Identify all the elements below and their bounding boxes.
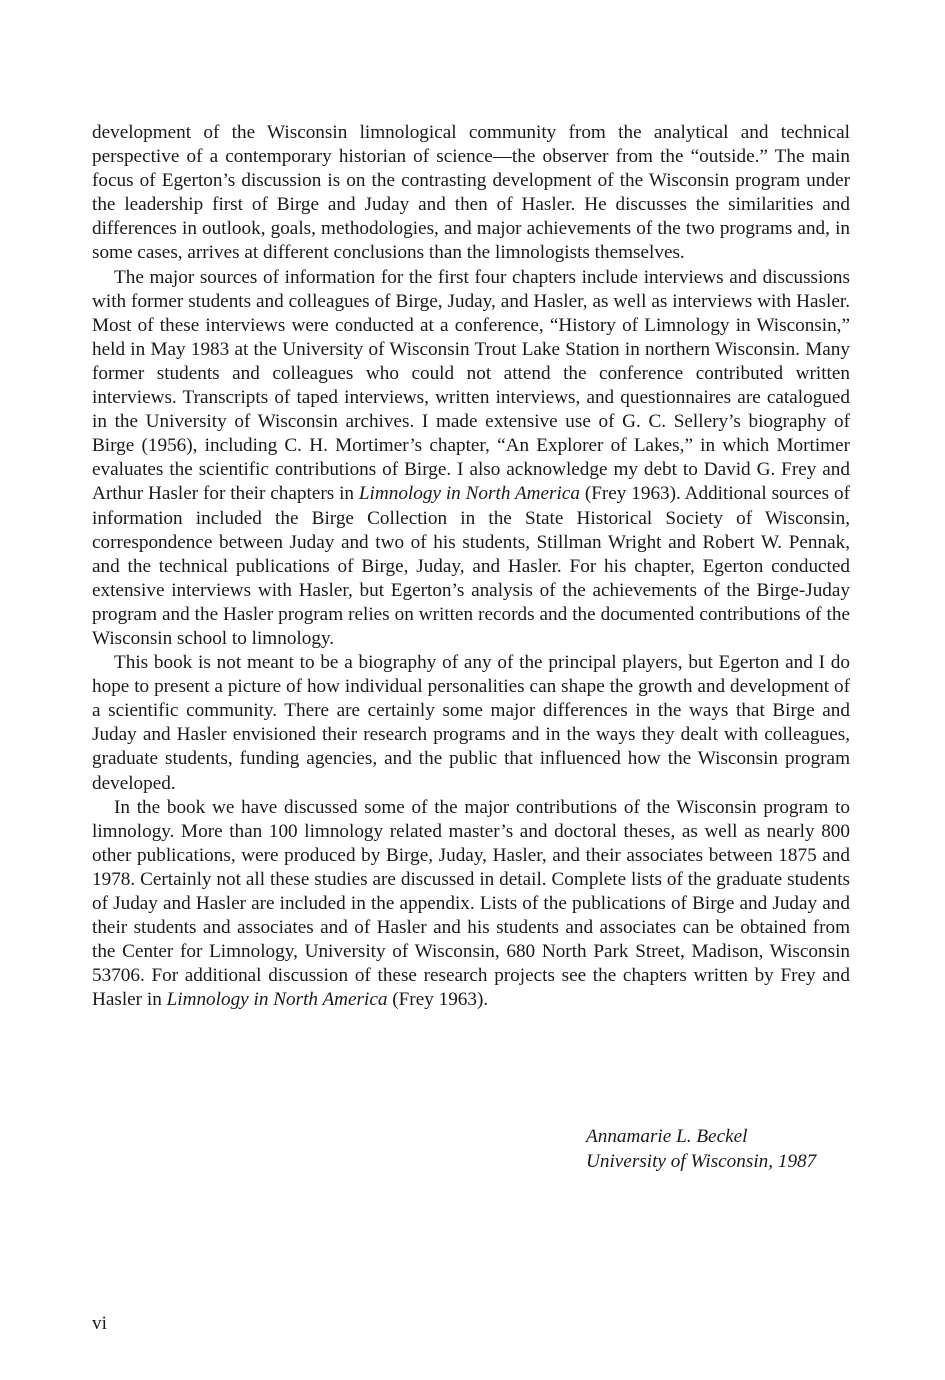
paragraph-2	[92, 266, 850, 652]
paragraph-4-text-end: (Frey 1963).	[387, 989, 489, 1011]
author-affiliation: University of Wisconsin, 1987	[586, 1151, 817, 1172]
paragraph-2-text: The major sources of information for the first four chapters include interviews and discussions with former students and colleagues of Birge, Juday, and Hasler, as well as interviews with Hasler. Most of these interviews were conducted at a conference, “History of Limnology in Wisconsin,” held in May 1983 at the University of Wisconsin Trout Lake Station in northern Wisconsin. Many former students and colleagues who could not attend the conference contributed written interviews. Transcripts of taped interviews, written interviews, and questionnaires are catalogued in the University of Wisconsin archives. I made extensive use of G. C. Sellery’s biography of Birge (1956), including C. H. Mortimer’s chapter, “An Explorer of Lakes,” in which Mortimer evaluates the scientific contributions of Birge. I also acknowledge my debt to David G. Frey and Arthur Hasler for their chapters in	[92, 266, 850, 505]
book-title: Limnology in North America	[358, 483, 580, 505]
author-name: Annamarie L. Beckel	[586, 1126, 748, 1147]
book-title: Limnology in North America	[166, 989, 388, 1011]
signature-block	[586, 1124, 816, 1174]
paragraph-3: This book is not meant to be a biography of any of the principal players, but Egerton and I do hope to present a picture of how individual personalities can shape the growth and development of a scientific community. There are certainly some major differences in the ways that Birge and Juday and Hasler envisioned their research programs and in the ways they dealt with colleagues, graduate students, funding agencies, and the public that influenced how the Wisconsin program developed.	[92, 652, 850, 794]
body-text	[92, 121, 850, 1012]
paragraph-4-text: In the book we have discussed some of the major contributions of the Wisconsin program to limnology. More than 100 limnology related master’s and doctoral theses, as well as nearly 800 other publications, were produced by Birge, Juday, Hasler, and their associates between 1875 and 1978. Certainly not all these studies are discussed in detail. Complete lists of the graduate students of Juday and Hasler are included in the appendix. Lists of the publications of Birge and Juday and their students and associates and of Hasler and his students and associates can be obtained from the Center for Limnology, University of Wisconsin, 680 North Park Street, Madison, Wisconsin 53706. For additional discussion of these research projects see the chapters written by Frey and Hasler in	[92, 796, 850, 1011]
paragraph-4	[92, 796, 850, 1013]
page-number: vi	[92, 1313, 107, 1334]
paragraph-1: development of the Wisconsin limnological community from the analytical and technical perspective of a contemporary historian of science—the observer from the “outside.” The main focus of Egerton’s discussion is on the contrasting development of the Wisconsin program under the leadership first of Birge and Juday and then of Hasler. He discusses the similarities and differences in outlook, goals, methodologies, and major achievements of the two programs and, in some cases, arrives at different conclusions than the limnologists themselves.	[92, 122, 850, 264]
paragraph-2-text-end: (Frey 1963). Additional sources of information included the Birge Collection in the State Historical Society of Wisconsin, correspondence between Juday and two of his students, Stillman Wright and Robert W. Pennak, and the technical publications of Birge, Juday, and Hasler. For his chapter, Egerton conducted extensive interviews with Hasler, but Egerton’s analysis of the achievements of the Birge-Juday program and the Hasler program relies on written records and the documented contributions of the Wisconsin school to limnology.	[92, 483, 850, 649]
